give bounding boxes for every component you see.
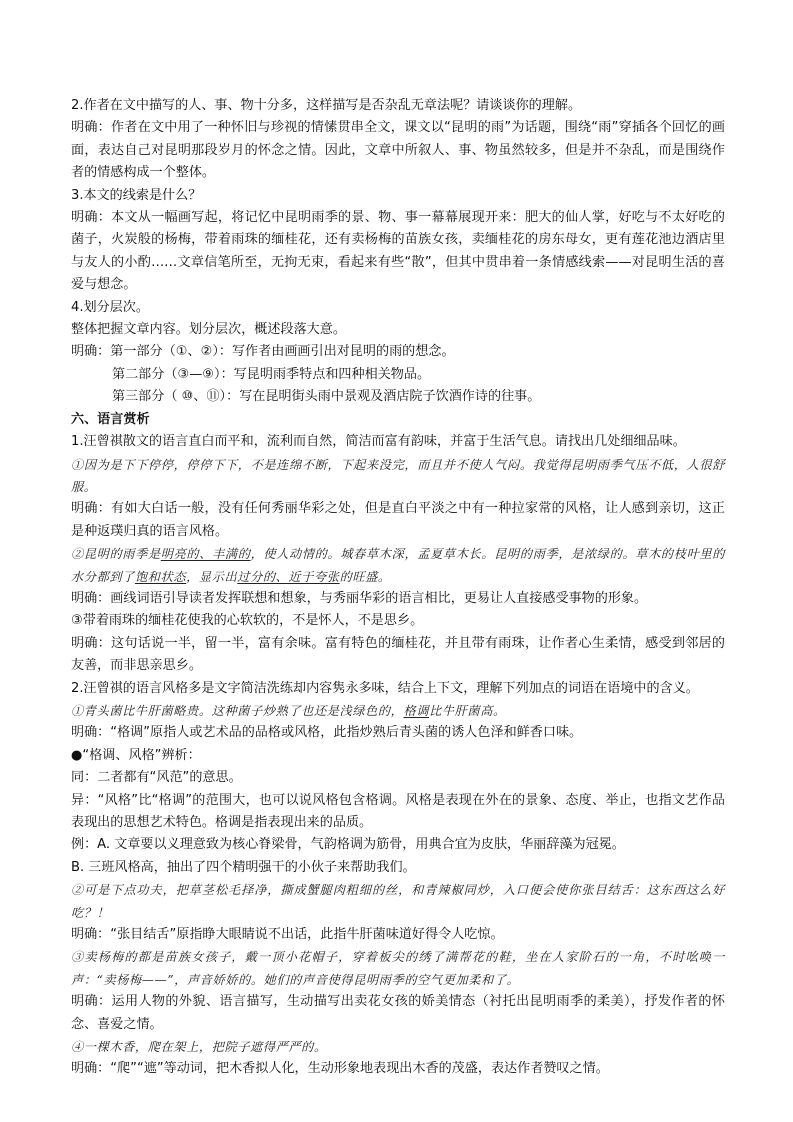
paragraph: 第二部分（③—⑨）：写昆明雨季特点和四种相关物品。 xyxy=(112,366,431,382)
text-segment: ②昆明的雨季是 xyxy=(71,547,161,562)
quoted-excerpt: ③卖杨梅的都是苗族女孩子，戴一顶小花帽子，穿着板尖的绣了满帮花的鞋，坐在人家阶石的一角，不时吆唤一声：“卖杨梅——”，声音娇娇的。她们的声音使得昆明雨季的空气更加柔和了。 xyxy=(71,950,725,987)
paragraph: 4.划分层次。 xyxy=(71,299,149,315)
paragraph: B. 三班风格高，抽出了四个精明强干的小伙子来帮助我们。 xyxy=(71,859,416,875)
paragraph: 明确：画线词语引导读者发挥联想和想象，与秀丽华彩的语言相比，更易让人直接感受事物的形象。 xyxy=(71,590,648,606)
underlined-phrase: 饱和状态 xyxy=(134,569,187,584)
paragraph: 整体把握文章内容。划分层次，概述段落大意。 xyxy=(71,322,346,338)
paragraph: 2.汪曾祺的语言风格多是文字简洁洗练却内容隽永多味，结合上下文，理解下列加点的词语在语境中的含义。 xyxy=(71,680,699,696)
quoted-excerpt xyxy=(71,543,725,588)
paragraph: ●“格调、风格”辨析： xyxy=(71,747,201,763)
paragraph: 第三部分（ ⑩、⑪）：写在昆明街头雨中景观及酒店院子饮酒作诗的往事。 xyxy=(112,389,541,405)
quoted-excerpt xyxy=(71,700,725,722)
paragraph: ③带着雨珠的缅桂花使我的心软软的，不是怀人，不是思乡。 xyxy=(71,613,424,629)
quoted-excerpt: ①因为是下下停停，停停下下，不是连绵不断，下起来没完，而且并不使人气闷。我觉得昆明雨季气压不低，人很舒服。 xyxy=(71,457,725,494)
paragraph: 3.本文的线索是什么？ xyxy=(71,187,202,203)
section-heading: 六、语言赏析 xyxy=(71,411,150,427)
underlined-phrase: 过分的、近于夸张 xyxy=(237,569,340,584)
text-segment: ，使人动情的。城春草木深，孟夏草木长。昆明的雨季，是浓绿的。草木的枝叶里的水分都到了 xyxy=(71,547,726,584)
paragraph: 明确：有如大白话一般，没有任何秀丽华彩之处，但是直白平淡之中有一种拉家常的风格，让人感到亲切，这正是种返璞归真的语言风格。 xyxy=(71,501,725,539)
document-body xyxy=(71,95,725,1081)
text-segment: 比牛肝菌高。 xyxy=(429,703,506,718)
paragraph: 同：二者都有“风范”的意思。 xyxy=(71,770,242,786)
quoted-excerpt: ②可是下点功夫，把草茎松毛择净，撕成蟹腿肉粗细的丝，和青辣椒同炒，入口便会使你张目结舌：这东西这么好吃？！ xyxy=(71,883,725,920)
paragraph: 明确：本文从一幅画写起，将记忆中昆明雨季的景、物、事一幕幕展现开来：肥大的仙人掌，好吃与不太好吃的菌子，火炭般的杨梅，带着雨珠的缅桂花，还有卖杨梅的苗族女孩，卖缅桂花的房东母女，更有莲花池边酒店里与友人的小酌……文章信笔所至，无拘无束，看起来有些“散”，但其中贯串着一条情感线索——对昆明生活的喜爱与想念。 xyxy=(71,210,725,293)
paragraph: 异：“风格”比“格调”的范围大，也可以说风格包含格调。风格是表现在外在的景象、态度、举止，也指文艺作品表现出的思想艺术特色。格调是指表现出来的品质。 xyxy=(71,792,725,830)
paragraph: 2.作者在文中描写的人、事、物十分多，这样描写是否杂乱无章法呢？请谈谈你的理解。 xyxy=(71,98,582,113)
quoted-excerpt: ④一棵木香，爬在架上，把院子遮得严严的。 xyxy=(71,1040,327,1055)
paragraph: 明确：第一部分（①、②）：写作者由画画引出对昆明的雨的想念。 xyxy=(71,344,455,360)
text-segment: ①青头菌比牛肝菌略贵。这种菌子炒熟了也还是浅绿色的， xyxy=(71,703,404,718)
paragraph: 明确：“张目结舌”原指睁大眼睛说不出话，此指牛肝菌味道好得令人吃惊。 xyxy=(71,927,504,943)
paragraph: 明确：运用人物的外貌、语言描写，生动描写出卖花女孩的娇美情态（衬托出昆明雨季的柔美），抒发作者的怀念、喜爱之情。 xyxy=(71,994,725,1032)
text-segment: ，显示出 xyxy=(186,569,238,584)
paragraph: 明确：作者在文中用了一种怀旧与珍视的情愫贯串全文，课文以“昆明的雨”为话题，围绕“雨”穿插各个回忆的画面，表达自己对昆明那段岁月的怀念之情。因此，文章中所叙人、事、物虽然较多，但是并不杂乱，而是围绕作者的情感构成一个整体。 xyxy=(71,120,725,181)
paragraph: 1.汪曾祺散文的语言直白而平和，流利而自然，简洁而富有韵味，并富于生活气息。请找出几处细细品味。 xyxy=(71,434,686,450)
paragraph: 明确：这句话说一半，留一半，富有余味。富有特色的缅桂花，并且带有雨珠，让作者心生柔情，感受到邻居的友善，而非思亲思乡。 xyxy=(71,635,725,674)
text-segment: 的旺盛。 xyxy=(339,569,391,584)
paragraph: 明确：“爬”“遮”等动词，把木香拟人化，生动形象地表现出木香的茂盛，表达作者赞叹之情。 xyxy=(71,1061,609,1077)
underlined-phrase: 格调 xyxy=(403,703,430,718)
paragraph: 明确：“格调”原指人或艺术品的品格或风格，此指炒熟后青头菌的诱人色泽和鲜香口味。 xyxy=(71,725,583,741)
paragraph: 例：A. 文章要以义理意致为核心脊梁骨，气韵格调为筋骨，用典合宜为皮肤，华丽辞藻为冠冕。 xyxy=(71,837,625,853)
underlined-phrase: 明亮的、丰满的 xyxy=(160,547,251,562)
